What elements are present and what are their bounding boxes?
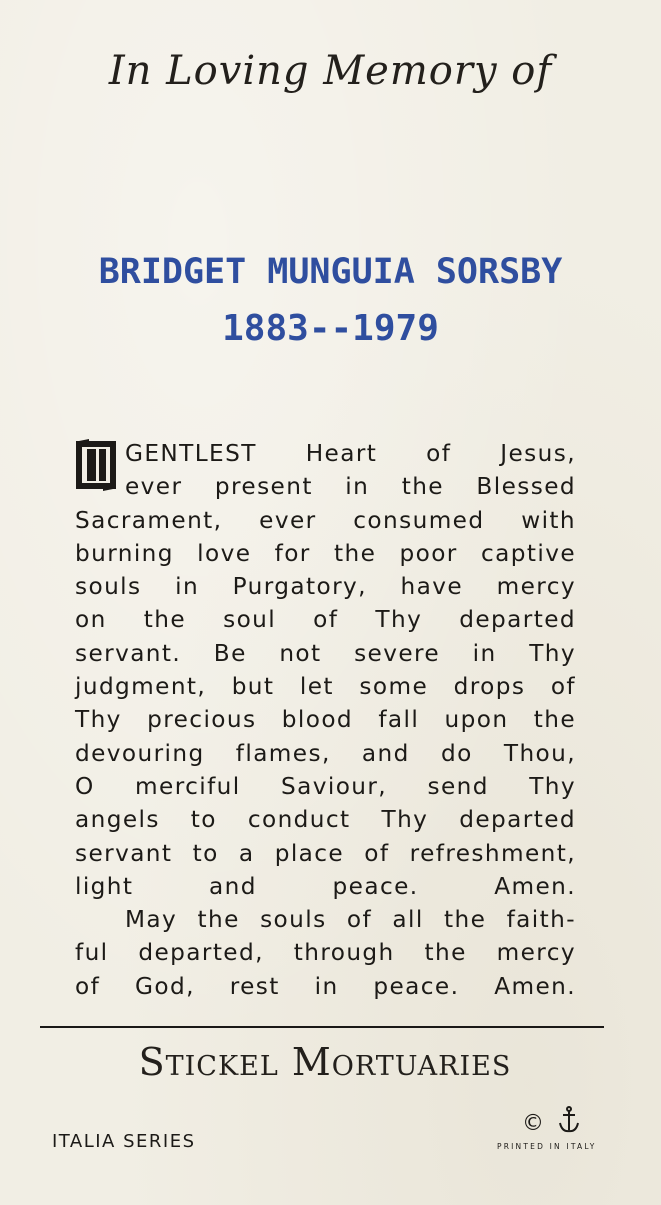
prayer-line: on the soul of Thy departed bbox=[75, 606, 576, 634]
prayer-line: light and peace. Amen. bbox=[75, 872, 576, 900]
card-heading: In Loving Memory of bbox=[108, 48, 553, 94]
prayer-line: O merciful Saviour, send Thy bbox=[75, 772, 576, 800]
life-years: 1883--1979 bbox=[222, 308, 439, 349]
prayer-line: of God, rest in peace. Amen. bbox=[75, 972, 576, 1000]
prayer-line: souls in Purgatory, have mercy bbox=[75, 573, 576, 601]
series-label: ITALIA SERIES bbox=[52, 1131, 196, 1152]
prayer-text bbox=[75, 437, 576, 1003]
copyright-icon: © bbox=[522, 1111, 544, 1136]
prayer-line: judgment, but let some drops of bbox=[75, 673, 576, 701]
prayer-line: servant. Be not severe in Thy bbox=[75, 639, 576, 667]
deceased-name: BRIDGET MUNGUIA SORSBY bbox=[98, 252, 563, 292]
prayer-line: angels to conduct Thy departed bbox=[75, 806, 576, 834]
copyright-anchor-marks bbox=[520, 1106, 600, 1136]
prayer-line: ful departed, through the mercy bbox=[75, 939, 576, 967]
printed-in-italy: PRINTED IN ITALY bbox=[497, 1142, 597, 1151]
prayer-line: ever present in the Blessed bbox=[125, 473, 576, 501]
prayer-line: Sacrament, ever consumed with bbox=[75, 506, 576, 534]
prayer-line: Thy precious blood fall upon the bbox=[75, 706, 576, 734]
prayer-line: servant to a place of refreshment, bbox=[75, 839, 576, 867]
divider-rule bbox=[40, 1026, 604, 1028]
anchor-icon bbox=[560, 1107, 578, 1131]
prayer-line: devouring flames, and do Thou, bbox=[75, 739, 576, 767]
prayer-line: GENTLEST Heart of Jesus, bbox=[125, 440, 576, 467]
prayer-line: May the souls of all the faith- bbox=[125, 906, 576, 934]
prayer-line: burning love for the poor captive bbox=[75, 539, 576, 567]
mortuary-name: Stickel Mortuaries bbox=[138, 1040, 512, 1084]
